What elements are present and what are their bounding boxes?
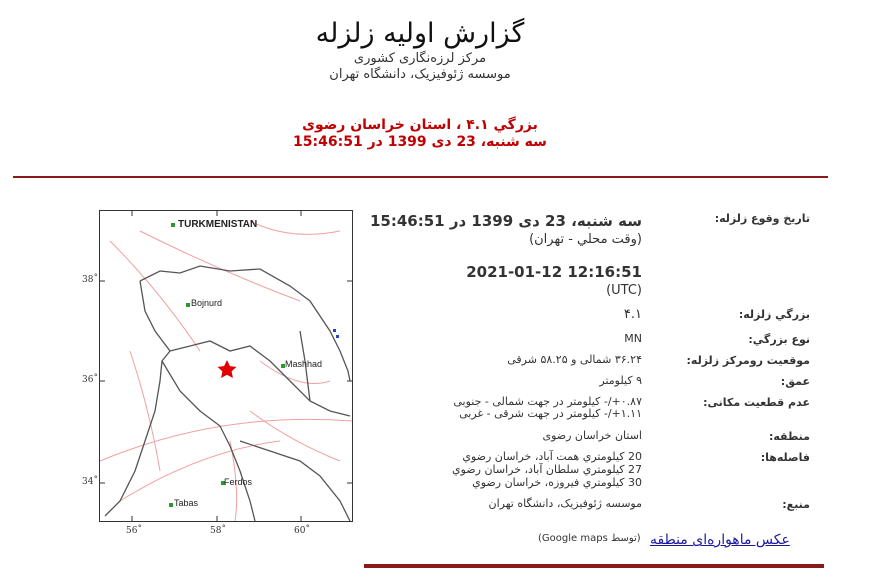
depth-label: عمق:: [780, 375, 810, 388]
depth-value: ۹ کيلومتر: [599, 374, 642, 387]
magtype-value: MN: [624, 332, 642, 345]
city-label-tabas: Tabas: [174, 498, 199, 508]
lon-tick-58: 58˚: [210, 526, 226, 536]
uncertainty-label: عدم قطعيت مکانی:: [703, 396, 810, 409]
magtype-label: نوع بزرگي:: [748, 333, 810, 346]
region-value: استان خراسان رضوی: [542, 429, 642, 442]
page-title: گزارش اولیه زلزله: [315, 18, 525, 49]
epicenter-star: [218, 360, 237, 378]
uncertainty-ns: ۰.۸۷+/- کيلومتر در جهت شمالی - جنوبی: [453, 395, 642, 408]
distance-item: 20 کيلومتري همت آباد، خراسان رضوي: [462, 450, 642, 463]
utc-note: (UTC): [606, 283, 642, 298]
lat-tick-36: 36˚: [82, 375, 98, 385]
lat-tick-34: 34˚: [82, 477, 98, 487]
utc-time: 2021-01-12 12:16:51: [466, 263, 642, 281]
distance-item: 30 کيلومتري فيروزه، خراسان رضوي: [472, 476, 642, 489]
local-time: سه شنبه، 23 دی 1399 در 15:46:51: [369, 212, 642, 230]
source-label: منبع:: [782, 498, 810, 511]
border-marks: [333, 329, 339, 338]
region-label: منطقه:: [768, 430, 810, 443]
magnitude-summary: بزرگي ۴.۱ ، استان خراسان رضوی: [302, 117, 538, 133]
local-time-note: (وقت محلي - تهران): [529, 232, 642, 247]
date-summary: سه شنبه، 23 دی 1399 در 15:46:51: [293, 134, 547, 150]
city-label-ferdos: Ferdos: [224, 477, 253, 487]
header-divider: [13, 176, 828, 178]
satellite-image-link[interactable]: عکس ماهواره‌ای منطقه: [650, 532, 790, 548]
footer-divider: [364, 564, 824, 568]
source-value: موسسه ژئوفیزیک، دانشگاه تهران: [488, 497, 642, 510]
lon-tick-60: 60˚: [294, 526, 310, 536]
location-label: موقعيت رومرکز زلزله:: [686, 354, 810, 367]
lat-tick-38: 38˚: [82, 275, 98, 285]
magnitude-label: بزرگي زلزله:: [738, 308, 810, 321]
city-label-bojnurd: Bojnurd: [191, 298, 223, 308]
uncertainty-ew: ۱.۱۱+/- کيلومتر در جهت شرقی - غربی: [459, 407, 642, 420]
map-svg: [100, 211, 352, 521]
google-maps-note: (توسط Google maps): [538, 533, 641, 544]
institute-name: موسسه ژئوفیزیک، دانشگاه تهران: [329, 67, 511, 82]
distances-label: فاصله‌ها:: [760, 451, 810, 464]
center-name: مرکز لرزه‌نگاری کشوری: [353, 51, 487, 66]
lon-tick-56: 56˚: [126, 526, 142, 536]
epicenter-map: [99, 210, 353, 522]
distance-item: 27 کيلومتري سلطان آباد، خراسان رضوي: [452, 463, 642, 476]
location-value: ۳۶.۲۴ شمالی و ۵۸.۲۵ شرقی: [507, 353, 642, 366]
magnitude-value: ۴.۱: [623, 307, 642, 322]
city-label-mashhad: Mashhad: [285, 359, 323, 369]
country-label: TURKMENISTAN: [178, 219, 258, 230]
time-label: تاریخ وقوع زلزله:: [714, 212, 810, 225]
